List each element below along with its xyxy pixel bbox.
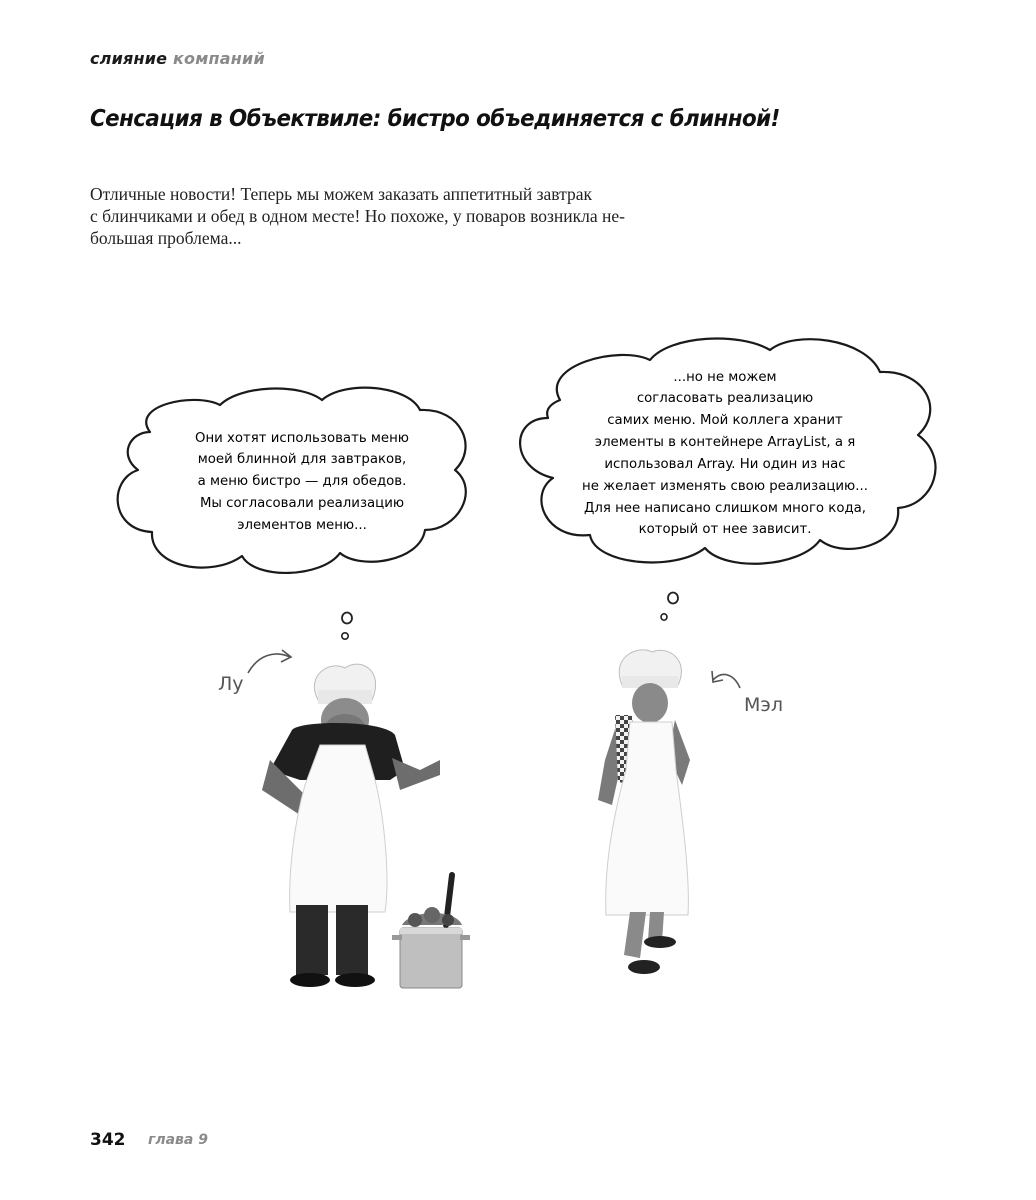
bubble-left-line: моей блинной для завтраков, (197, 452, 407, 467)
header-section-bold: слияние (90, 49, 168, 68)
header-section-light: компаний (173, 49, 265, 68)
chapter-label: глава 9 (148, 1132, 208, 1148)
intro-line: с блинчиками и обед в одном месте! Но похоже, у поваров возникла не- (90, 206, 625, 226)
thought-bubble-right (520, 339, 935, 564)
bubble-left-line: а меню бистро — для обедов. (197, 474, 407, 489)
bubble-right-line: использовал Array. Ни один из нас (604, 457, 846, 472)
left-chef-name: Лу (218, 673, 244, 695)
bubble-left-line: элементов меню... (237, 518, 367, 533)
bubble-right-line: элементы в контейнере ArrayList, а я (594, 435, 856, 450)
label-mel (712, 671, 783, 716)
right-chef-name: Мэл (744, 694, 783, 716)
page-title: Сенсация в Объектвиле: бистро объединяется с блинной! (90, 106, 780, 132)
label-lu (218, 650, 291, 695)
thought-dots-right (661, 593, 678, 621)
bubble-left-line: Они хотят использовать меню (195, 431, 409, 446)
bubble-right-line: который от нее зависит. (638, 522, 812, 537)
bubble-left-line: Мы согласовали реализацию (199, 496, 405, 511)
bubble-right-line: самих меню. Мой коллега хранит (607, 413, 843, 428)
bubble-right-line: Для нее написано слишком много кода, (583, 501, 867, 516)
thought-dots-left (342, 613, 352, 640)
thought-bubble-left (118, 388, 466, 573)
intro-line: Отличные новости! Теперь мы можем заказать аппетитный завтрак (90, 184, 593, 204)
intro-line: большая проблема... (90, 228, 242, 248)
chef-mel-figure (598, 650, 690, 974)
page-number: 342 (90, 1130, 126, 1150)
cooking-pot (392, 875, 470, 988)
bubble-right-line: ...но не можем (673, 370, 777, 385)
bubble-right-line: не желает изменять свою реализацию... (582, 479, 868, 494)
bubble-right-line: согласовать реализацию (636, 391, 814, 406)
